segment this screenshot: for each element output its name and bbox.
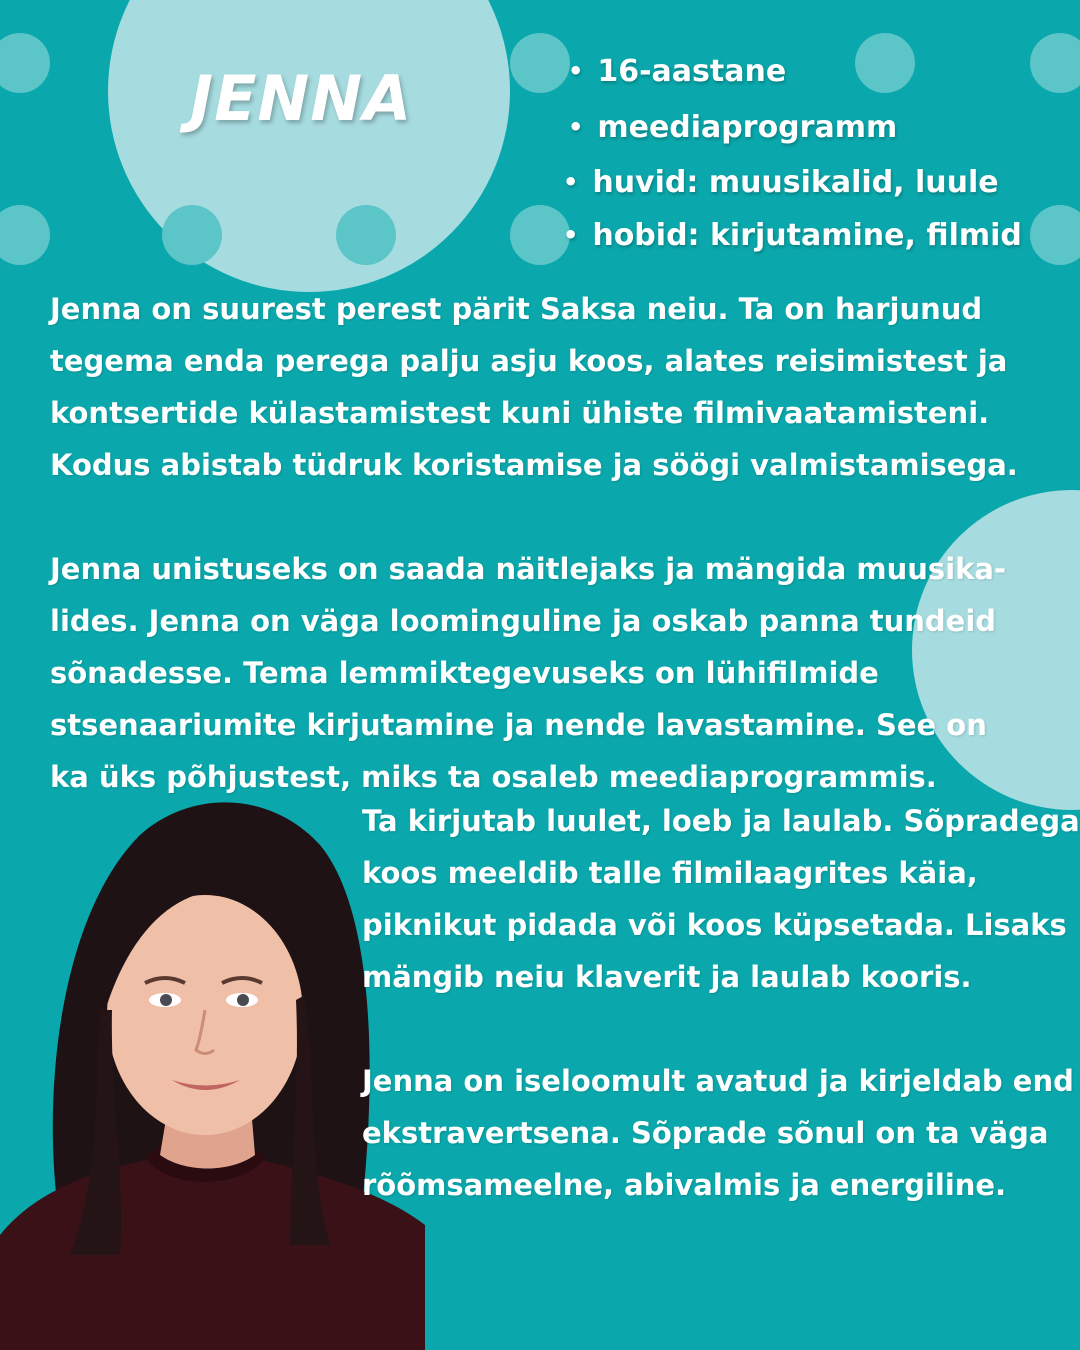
decor-dot [1030,33,1080,93]
bio-line: Jenna on iseloomult avatud ja kirjeldab end [362,1064,1074,1098]
bio-line: Ta kirjutab luulet, loeb ja laulab. Sõpradega [362,804,1080,838]
fact-age: • 16-aastane [568,54,786,89]
bio-line: tegema enda perega palju asju koos, alates reisimistest ja [50,344,1008,378]
bio-paragraph-1 [50,283,1018,491]
decor-dot [0,205,50,265]
bio-line: lides. Jenna on väga loominguline ja oskab panna tundeid [50,604,997,638]
decor-dot [1030,205,1080,265]
fact-hobbies: • hobid: kirjutamine, filmid [563,218,1022,253]
bio-paragraph-3 [362,795,1080,1003]
profile-name: JENNA [190,62,413,135]
bio-line: Jenna on suurest perest pärit Saksa neiu. Ta on harjunud [50,292,983,326]
bio-line: mängib neiu klaverit ja laulab kooris. [362,960,972,994]
bio-line: ekstravertsena. Sõprade sõnul on ta väga [362,1116,1049,1150]
decor-dot [510,33,570,93]
bio-line: kontsertide külastamistest kuni ühiste filmivaatamisteni. [50,396,990,430]
bio-line: rõõmsameelne, abivalmis ja energiline. [362,1168,1007,1202]
fact-program: • meediaprogramm [568,110,897,145]
bio-line: piknikut pidada või koos küpsetada. Lisaks [362,908,1067,942]
bio-line: ka üks põhjustest, miks ta osaleb meediaprogrammis. [50,760,937,794]
bio-line: sõnadesse. Tema lemmiktegevuseks on lühifilmide [50,656,879,690]
decor-dot [336,205,396,265]
decor-dot [510,205,570,265]
bio-line: Kodus abistab tüdruk koristamise ja söögi valmistamisega. [50,448,1018,482]
bio-line: koos meeldib talle filmilaagrites käia, [362,856,978,890]
decor-dot [855,33,915,93]
bio-line: stsenaariumite kirjutamine ja nende lavastamine. See on [50,708,987,742]
decor-dot [162,205,222,265]
bio-paragraph-2 [50,543,1006,803]
fact-interests: • huvid: muusikalid, luule [563,165,999,200]
decor-dot [0,33,50,93]
bio-line: Jenna unistuseks on saada näitlejaks ja mängida muusika- [50,552,1007,586]
bio-paragraph-4 [362,1055,1074,1211]
